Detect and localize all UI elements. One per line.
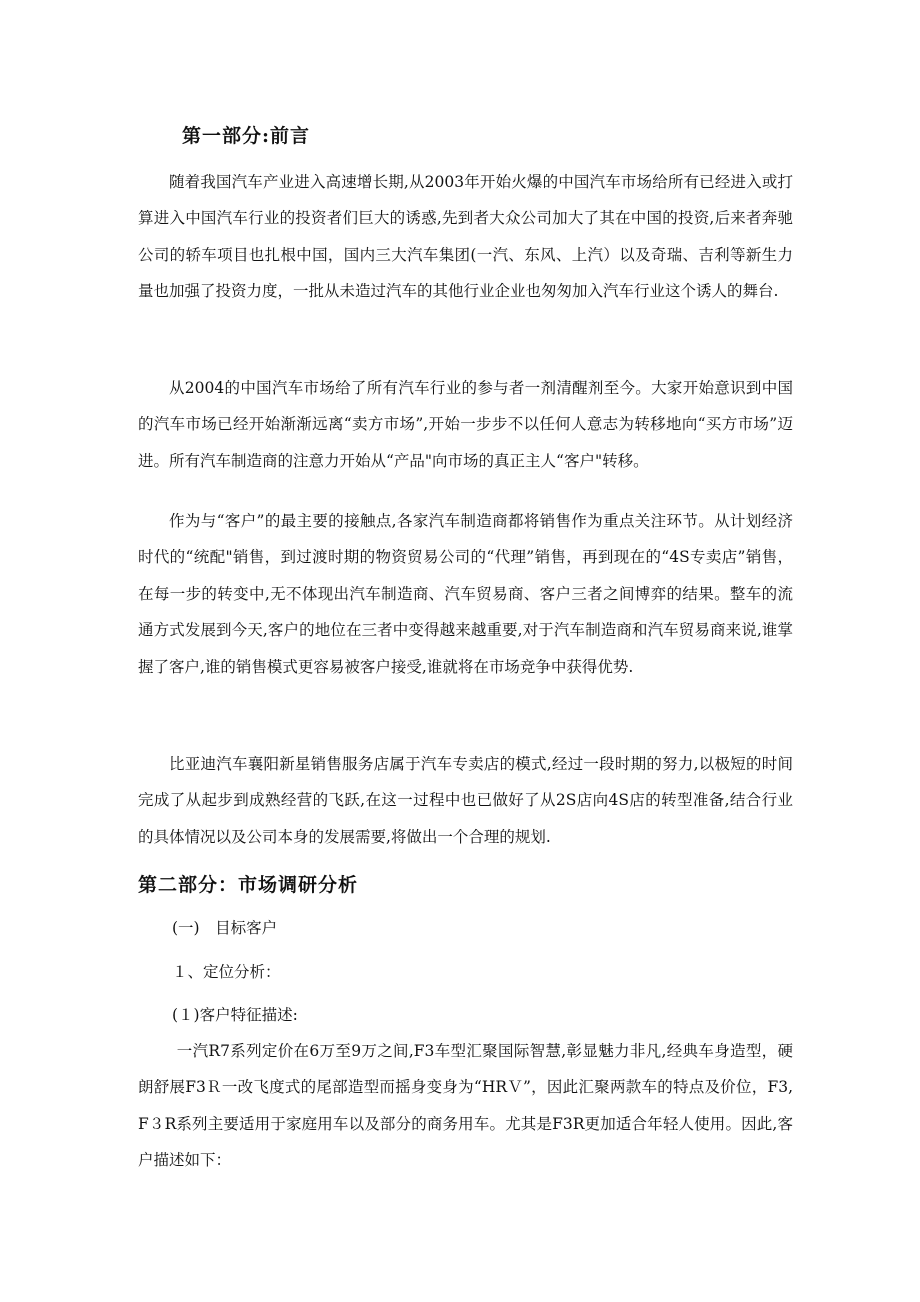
intro-paragraph-4: 比亚迪汽车襄阳新星销售服务店属于汽车专卖店的模式,经过一段时期的努力,以极短的时间完成了从起步到成熟经营的飞跃,在这一过程中也已做好了从2S店向4S店的转型准备,结合行业的具体情况以及公司本身的发展需要,将做出一个合理的规划. <box>138 755 793 846</box>
item-customer-features: (１)客户特征描述: <box>172 1006 298 1024</box>
intro-paragraph-2: 从2004的中国汽车市场给了所有汽车行业的参与者一剂清醒剂至今。大家开始意识到中国的汽车市场已经开始渐渐远离“卖方市场”,开始一步步不以任何人意志为转移地向“买方市场”迈进。所有汽车制造商的注意力开始从“产品"向市场的真正主人“客户"转移。 <box>138 379 793 470</box>
part2-title: 第二部分：市场调研分析 <box>138 874 359 896</box>
customer-features-paragraph: 一汽R7系列定价在6万至9万之间,F3车型汇聚国际智慧,彰显魅力非凡,经典车身造型，硬朗舒展F3Ｒ一改飞度式的尾部造型而摇身变身为“HRＶ”，因此汇聚两款车的特点及价位，F3,F３R系列主要适用于家庭用车以及部分的商务用车。尤其是F3R更加适合年轻人使用。因此,客户描述如下： <box>138 1042 793 1170</box>
intro-paragraph-3: 作为与“客户”的最主要的接触点,各家汽车制造商都将销售作为重点关注环节。从计划经济时代的“统配"销售，到过渡时期的物资贸易公司的“代理”销售，再到现在的“4S专卖店”销售，在每一步的转变中,无不体现出汽车制造商、汽车贸易商、客户三者之间博弈的结果。整车的流通方式发展到今天,客户的地位在三者中变得越来越重要,对于汽车制造商和汽车贸易商来说,谁掌握了客户,谁的销售模式更容易被客户接受,谁就将在市场竞争中获得优势. <box>138 512 793 676</box>
section-target-customers: (一) 目标客户 <box>172 919 278 937</box>
subsection-positioning: １、定位分析： <box>172 963 281 981</box>
intro-paragraph-1: 随着我国汽车产业进入高速增长期,从2003年开始火爆的中国汽车市场给所有已经进入或打算进入中国汽车行业的投资者们巨大的诱惑,先到者大众公司加大了其在中国的投资,后来者奔驰公司的轿车项目也扎根中国，国内三大汽车集团(一汽、东风、上汽）以及奇瑞、吉利等新生力量也加强了投资力度，一批从未造过汽车的其他行业企业也匆匆加入汽车行业这个诱人的舞台. <box>138 173 793 301</box>
part1-title: 第一部分:前言 <box>182 125 311 147</box>
